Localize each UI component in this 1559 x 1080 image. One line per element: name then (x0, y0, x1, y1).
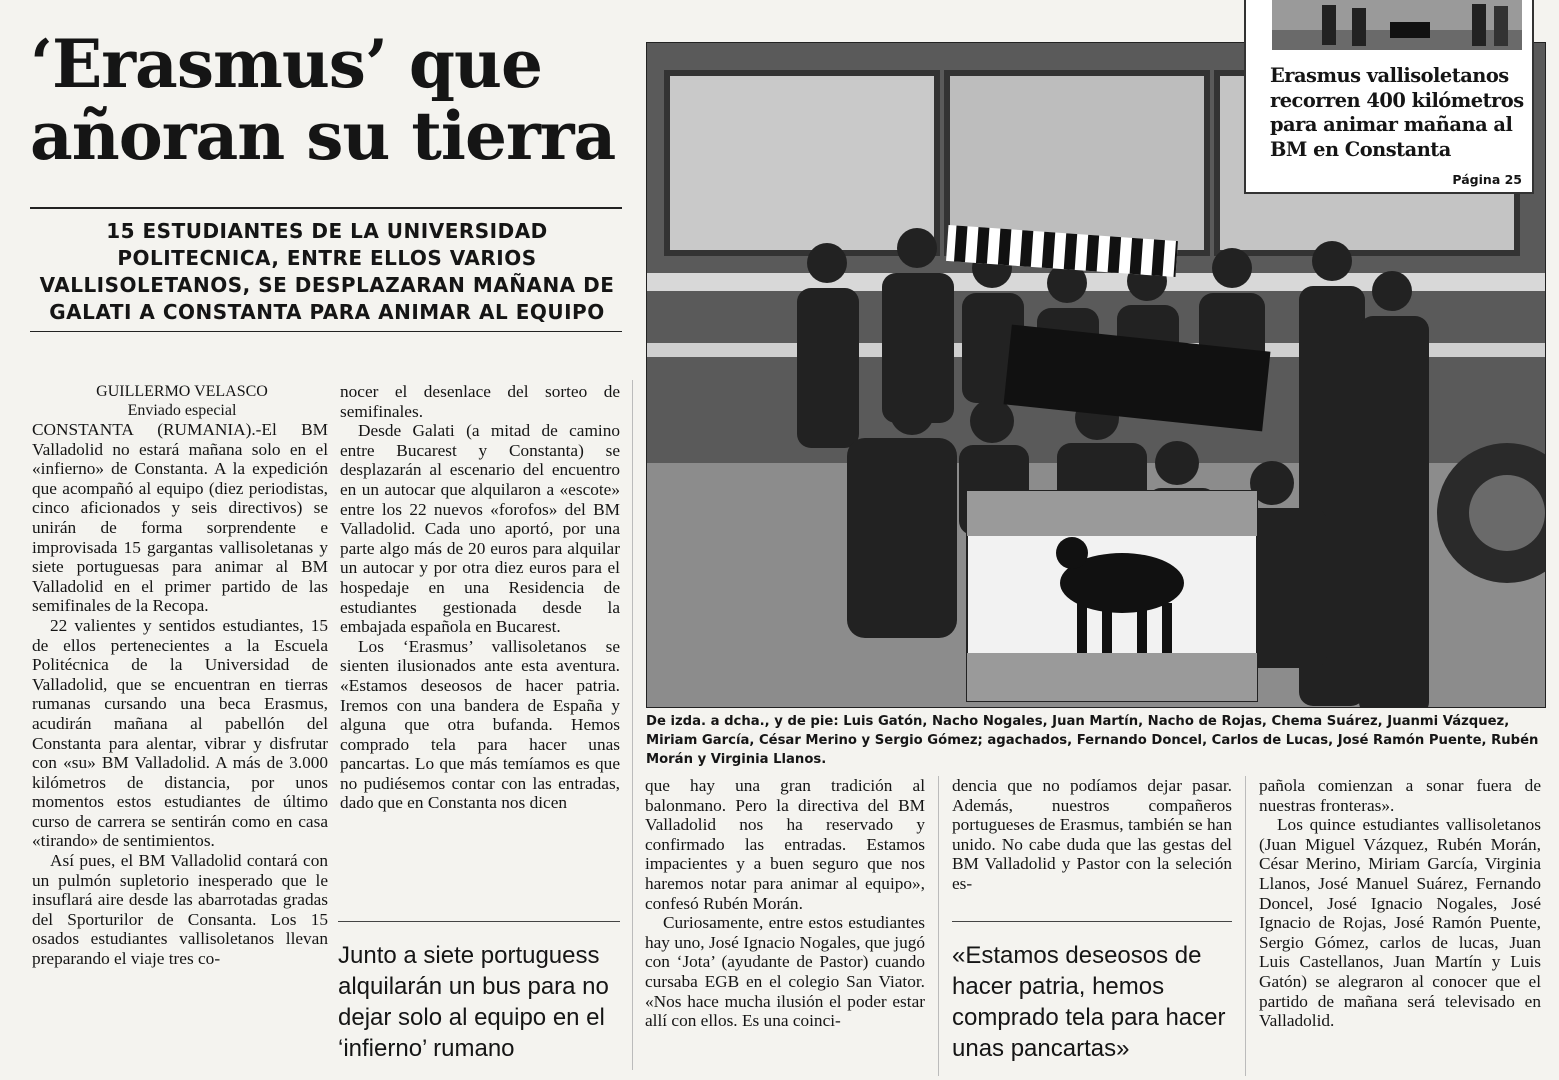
column-divider (938, 776, 939, 1076)
column-5 (1259, 776, 1541, 1031)
column-1 (32, 420, 328, 969)
headline (30, 25, 630, 175)
subheadline-rule (30, 331, 622, 332)
subheadline: 15 ESTUDIANTES DE LA UNIVERSIDAD POLITECNICA, ENTRE ELLOS VARIOS VALLISOLETANOS, SE DESPLAZARAN MAÑANA DE GALATI A CONSTANTA PARA ANIMAR AL EQUIPO (39, 219, 615, 324)
headline-rule (30, 207, 622, 209)
paragraph: Los ‘Erasmus’ vallisoletanos se sienten ilusionados ante esta aventura. «Estamos deseosos de hacer patria. Iremos con una bandera de España y alguna que otra bufanda. Hemos comprado tela para hacer unas pancartas. Lo que más temíamos es que no pudiésemos contar con las entradas, dado que en Constanta nos dicen (340, 636, 620, 813)
photo-caption: De izda. a dcha., y de pie: Luis Gatón, Nacho Nogales, Juan Martín, Nacho de Rojas, Chema Suárez, Juanmi Vázquez, Miriam García, César Merino y Sergio Gómez; agachados, Fernando Doncel, Carlos de Lucas, José Ramón Puente, Rubén Morán y Virginia Llanos. (646, 714, 1539, 767)
teaser-photo-image (1272, 0, 1522, 50)
paragraph: Los quince estudiantes vallisoletanos (Juan Miguel Vázquez, Rubén Morán, César Merino, Miriam García, Virginia Llanos, José Manuel Suárez, Fernando Doncel, José Ignacio Nogales, José Ignacio de Rojas, José Ramón Puente, Sergio Gómez, carlos de lucas, Juan Luis Castellanos, Juan Martín y Luis Gatón) se alegraron al conocer que el partido de mañana será televisado en Valladolid. (1259, 815, 1541, 1031)
teaser-page: Página 25 (1452, 172, 1522, 187)
pullquote-rule (952, 921, 1232, 922)
column-2 (340, 382, 620, 813)
headline-line-2: añoran su tierra (30, 97, 616, 175)
pullquote-rule (338, 921, 620, 922)
teaser-photo (1272, 0, 1522, 50)
paragraph: Desde Galati (a mitad de camino entre Bucarest y Constanta) se desplazarán al escenario del encuentro en un autocar que alquilaron a «escote» entre los 22 nuevos «forofos» del BM Valladolid. Cada uno aportó, por una parte algo más de 20 euros para alquilar un autocar y por otra diez euros para el hospedaje en una Residencia de estudiantes gestionada desde la embajada española en Bucarest. (340, 421, 620, 637)
teaser-box (1244, 0, 1534, 194)
teaser-title: Erasmus vallisoletanos recorren 400 kilómetros para animar mañana al BM en Constanta (1270, 64, 1524, 161)
pullquote-1: Junto a siete portuguess alquilarán un bus para no dejar solo al equipo en el ‘infierno’ rumano (338, 942, 609, 1062)
paragraph: Así pues, el BM Valladolid contará con un pulmón supletorio inesperado que le insuflará aire desde las abarrotadas gradas del Sporturilor de Consanta. Los 15 osados estudiantes vallisoletanos llevan preparando el viaje tres co- (32, 851, 328, 969)
paragraph: que hay una gran tradición al balonmano. Pero la directiva del BM Valladolid nos ha reservado y confirmado las entradas. Estamos impacientes y a buen seguro que nos haremos notar para animar al equipo», confesó Rubén Morán. (645, 776, 925, 913)
paragraph: CONSTANTA (RUMANIA).-El BM Valladolid no estará mañana solo en el «infierno» de Constanta. A la expedición que acompañó al equipo (diez periodistas, cinco aficionados y seis directivos) se unirán de forma sorprendente e improvisada 15 gargantas vallisoletanas y siete portuguesas para animar al BM Valladolid en el primer partido de las semifinales de la Recopa. (32, 420, 328, 616)
author-name: GUILLERMO VELASCO (96, 383, 268, 400)
paragraph: dencia que no podíamos dejar pasar. Además, nuestros compañeros portugueses de Erasmus, también se han unido. No cabe duda que las gestas del BM Valladolid y Pastor con la seleción es- (952, 776, 1232, 893)
paragraph: 22 valientes y sentidos estudiantes, 15 de ellos pertenecientes a la Escuela Politécnica de la Universidad de Valladolid, que se encuentran en tierras rumanas cursando una beca Erasmus, acudirán mañana al pabellón del Constanta para alentar, vibrar y disfrutar con «su» BM Valladolid. A más de 3.000 kilómetros de distancia, por unos momentos estos estudiantes de último curso de carrera se sentirán como en casa «tirando» de sentimientos. (32, 615, 328, 851)
column-divider (1245, 776, 1246, 1076)
column-divider (632, 380, 633, 1070)
column-4 (952, 776, 1232, 894)
byline (34, 382, 330, 420)
headline-line-1: ‘Erasmus’ que (30, 25, 543, 103)
pullquote-2: «Estamos deseosos de hacer patria, hemos comprado tela para hacer unas pancartas» (952, 942, 1226, 1062)
paragraph: Curiosamente, entre estos estudiantes hay uno, José Ignacio Nogales, que jugó con ‘Jota’ (ayudante de Pastor) cuando cursaba EGB en el colegio San Viator. «Nos hace mucha ilusión el poder estar allí con ellos. Es una coinci- (645, 913, 925, 1031)
paragraph: pañola comienzan a sonar fuera de nuestras fronteras». (1259, 776, 1541, 815)
paragraph: nocer el desenlace del sorteo de semifinales. (340, 382, 620, 421)
author-role: Enviado especial (127, 402, 237, 419)
column-3 (645, 776, 925, 1031)
